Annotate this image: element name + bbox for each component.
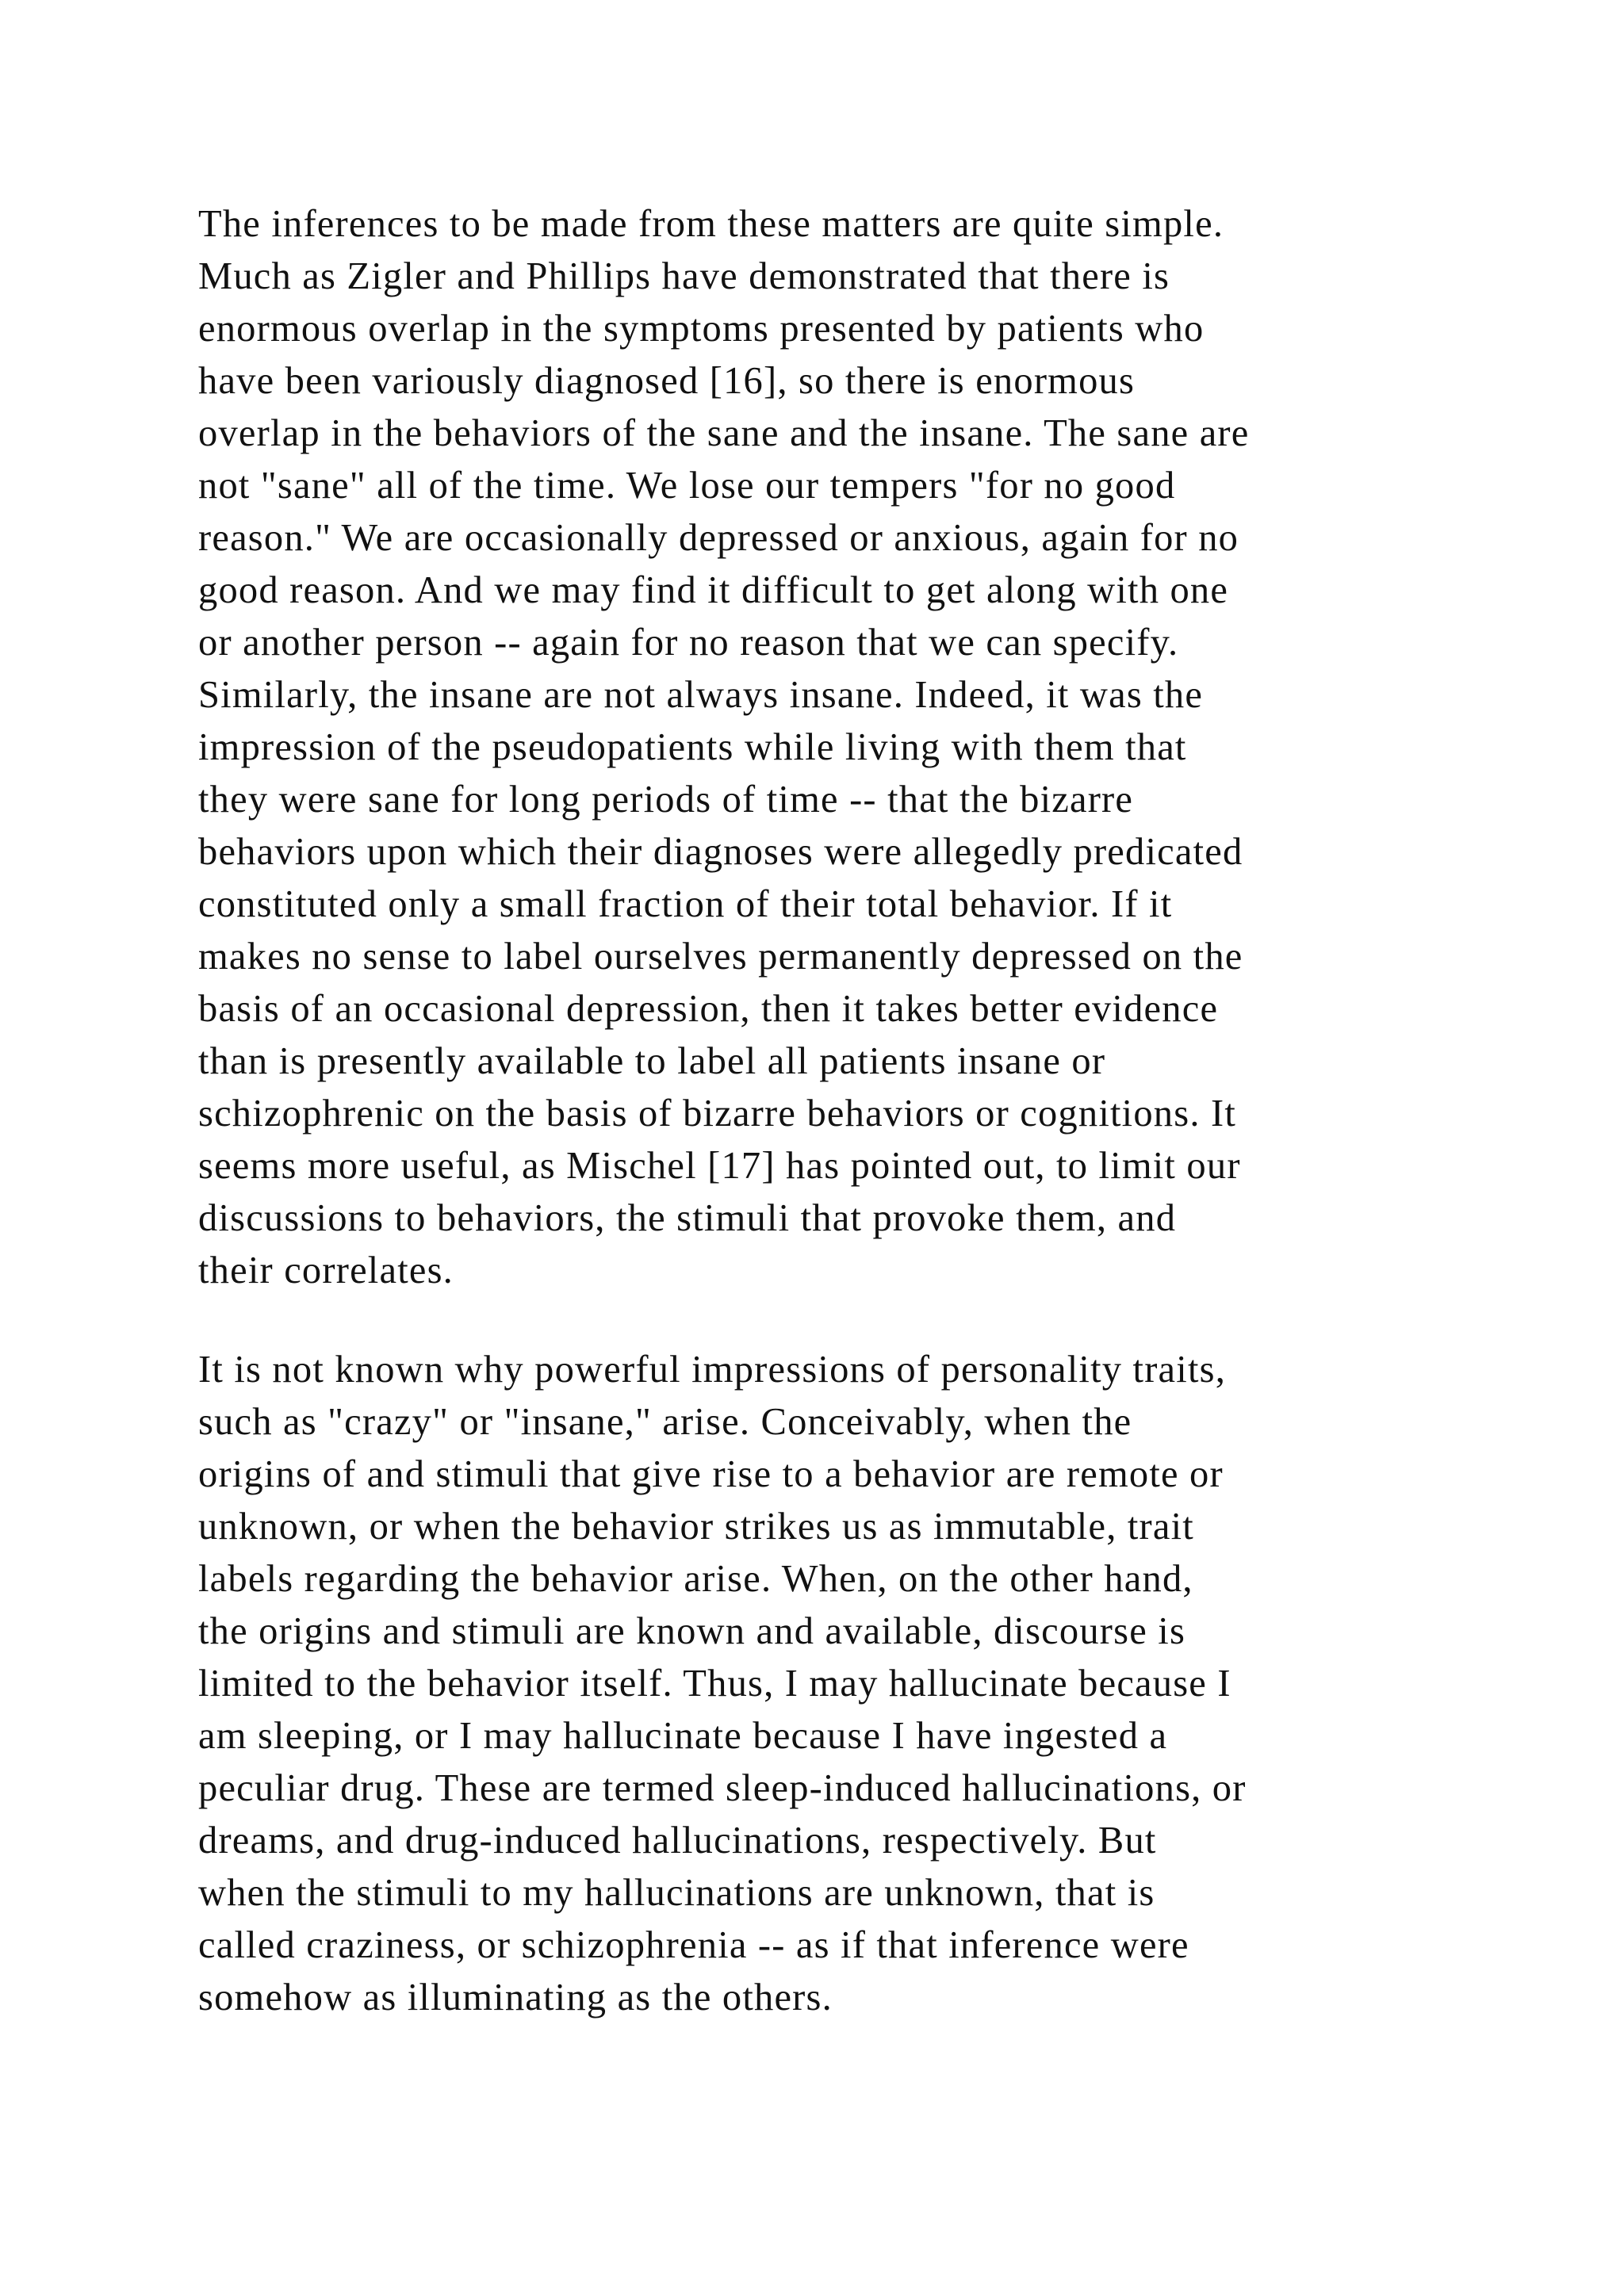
- text-line: limited to the behavior itself. Thus, I may hallucinate because I: [198, 1663, 1231, 1705]
- text-line: dreams, and drug-induced hallucinations, respectively. But: [198, 1820, 1157, 1862]
- text-line: their correlates.: [198, 1249, 454, 1292]
- text-line: such as "crazy" or "insane," arise. Conceivably, when the: [198, 1401, 1132, 1443]
- text-line: impression of the pseudopatients while living with them that: [198, 726, 1187, 768]
- text-line: unknown, or when the behavior strikes us as immutable, trait: [198, 1506, 1194, 1548]
- text-line: Much as Zigler and Phillips have demonstrated that there is: [198, 255, 1170, 297]
- text-line: they were sane for long periods of time -- that the bizarre: [198, 779, 1134, 821]
- text-line: It is not known why powerful impressions of personality traits,: [198, 1349, 1227, 1391]
- text-line: than is presently available to label all patients insane or: [198, 1040, 1106, 1082]
- paragraph-personality-traits: [198, 1344, 1483, 2024]
- text-line: The inferences to be made from these matters are quite simple.: [198, 203, 1224, 245]
- text-line: constituted only a small fraction of their total behavior. If it: [198, 883, 1173, 925]
- text-line: basis of an occasional depression, then it takes better evidence: [198, 988, 1219, 1030]
- text-line: makes no sense to label ourselves permanently depressed on the: [198, 936, 1243, 978]
- text-line: have been variously diagnosed [16], so there is enormous: [198, 360, 1136, 402]
- text-line: overlap in the behaviors of the sane and the insane. The sane are: [198, 412, 1250, 454]
- text-line: when the stimuli to my hallucinations are unknown, that is: [198, 1872, 1155, 1914]
- text-line: seems more useful, as Mischel [17] has pointed out, to limit our: [198, 1145, 1241, 1187]
- text-line: am sleeping, or I may hallucinate because I have ingested a: [198, 1715, 1168, 1757]
- text-line: reason." We are occasionally depressed or anxious, again for no: [198, 517, 1239, 559]
- text-line: discussions to behaviors, the stimuli that provoke them, and: [198, 1197, 1177, 1239]
- text-line: behaviors upon which their diagnoses were allegedly predicated: [198, 831, 1243, 873]
- text-line: enormous overlap in the symptoms presented by patients who: [198, 308, 1205, 350]
- text-line: called craziness, or schizophrenia -- as if that inference were: [198, 1924, 1189, 1966]
- text-line: labels regarding the behavior arise. When, on the other hand,: [198, 1558, 1193, 1600]
- text-line: good reason. And we may find it difficult to get along with one: [198, 569, 1229, 611]
- text-line: Similarly, the insane are not always insane. Indeed, it was the: [198, 674, 1204, 716]
- text-line: origins of and stimuli that give rise to a behavior are remote or: [198, 1453, 1224, 1495]
- text-line: peculiar drug. These are termed sleep-induced hallucinations, or: [198, 1767, 1247, 1809]
- text-line: the origins and stimuli are known and available, discourse is: [198, 1610, 1186, 1652]
- text-line: not "sane" all of the time. We lose our tempers "for no good: [198, 465, 1176, 507]
- text-line: somehow as illuminating as the others.: [198, 1976, 833, 2019]
- paragraph-inferences: [198, 198, 1483, 1297]
- text-line: or another person -- again for no reason that we can specify.: [198, 622, 1179, 664]
- text-line: schizophrenic on the basis of bizarre behaviors or cognitions. It: [198, 1093, 1236, 1135]
